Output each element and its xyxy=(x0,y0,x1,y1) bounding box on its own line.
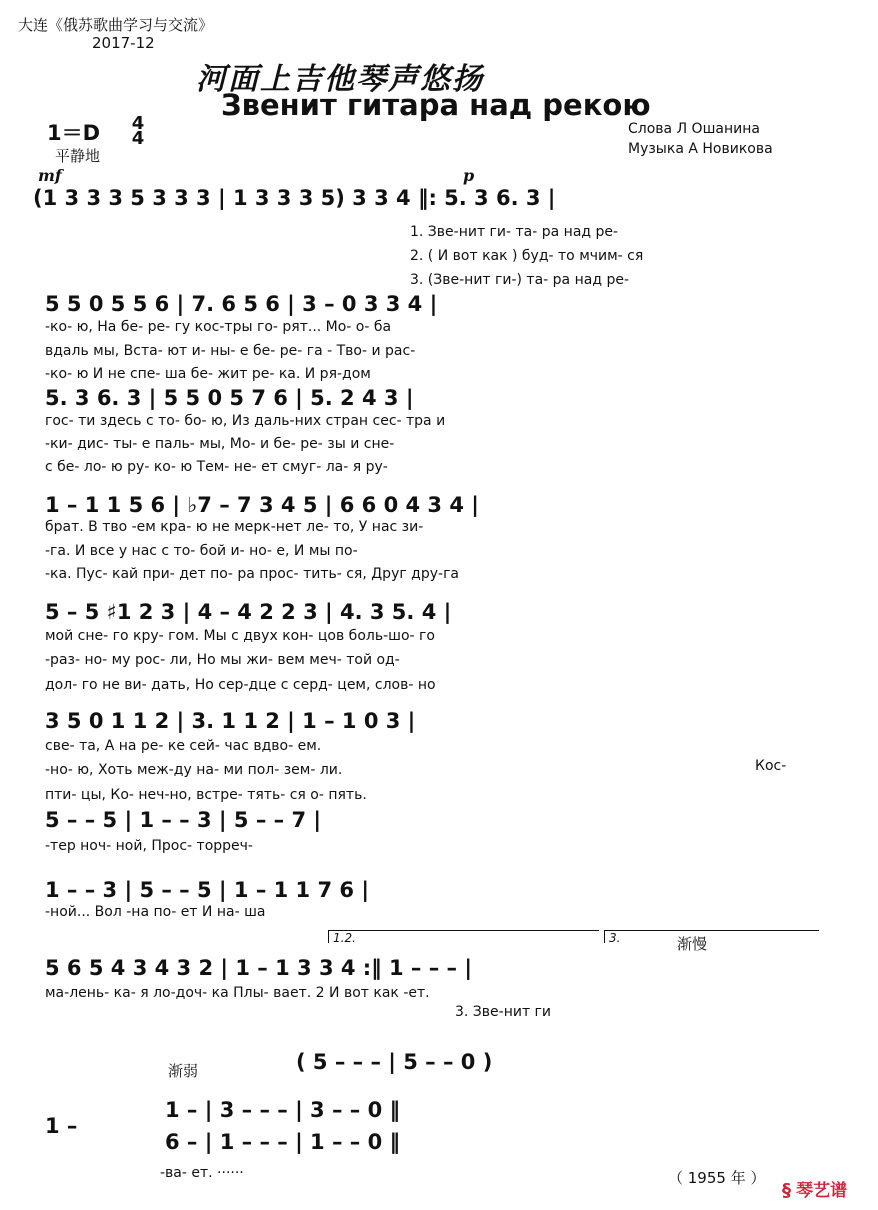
system-2-lyrics-verse-3: -ко- ю И не спе- ша бе- жит ре- ка. И ря-дом xyxy=(45,366,371,382)
volta-label-1-2: 1.2. xyxy=(333,931,356,945)
system-5-lyrics-verse-3: дол- го не ви- дать, Но сер-дце с серд- цем, слов- но xyxy=(45,677,436,693)
brand-name: 琴艺谱 xyxy=(796,1181,848,1201)
system-9-notes: 5 6 5 4 3 4 3 2 | 1 – 1 3 3 4 :‖ 1 – – – | xyxy=(45,956,473,980)
final-lower-notes: 6 – | 1 – – – | 1 – – 0 ‖ xyxy=(165,1130,401,1154)
system-1-lyrics-verse-1: 1. Зве-нит ги- та- ра над ре- xyxy=(410,224,619,240)
system-4-notes: 1 – 1 1 5 6 | ♭7 – 7 3 4 5 | 6 6 0 4 3 4 | xyxy=(45,493,479,517)
time-signature-top: 4 xyxy=(131,113,145,134)
system-8-lyrics: -ной... Вол -на по- ет И на- ша xyxy=(45,904,266,920)
final-lead-notes: 1 – xyxy=(45,1114,78,1138)
time-signature-bottom: 4 xyxy=(131,128,145,149)
uploader-text: 大连《俄苏歌曲学习与交流》 xyxy=(18,16,214,34)
system-1-lyrics-verse-3: 3. (Зве-нит ги-) та- ра над ре- xyxy=(410,272,630,288)
system-1-notes: (1 3 3 3 5 3 3 3 | 1 3 3 3 5) 3 3 4 ‖: 5. 3 6. 3 | xyxy=(33,186,556,210)
lyrics-credit: Слова Л Ошанина xyxy=(628,121,760,137)
system-2-notes: 5 5 0 5 5 6 | 7. 6 5 6 | 3 – 0 3 3 4 | xyxy=(45,292,438,316)
ritardando-marking: 渐慢 xyxy=(677,935,708,953)
volta-label-3: 3. xyxy=(609,931,621,945)
diminuendo-marking: 渐弱 xyxy=(168,1062,199,1080)
system-7-lyrics: -тер ноч- ной, Прос- торреч- xyxy=(45,838,253,854)
system-7-notes: 5 – – 5 | 1 – – 3 | 5 – – 7 | xyxy=(45,808,322,832)
dynamic-mf: mf xyxy=(38,166,62,185)
system-3-lyrics-verse-1: гос- ти здесь с то- бо- ю, Из даль-них стран сес- тра и xyxy=(45,413,446,429)
system-5-lyrics-verse-1: мой сне- го кру- гом. Мы с двух кон- цов боль-шо- го xyxy=(45,628,435,644)
final-lyrics: -ва- ет. ······ xyxy=(160,1165,244,1181)
brand-logo-icon: § xyxy=(782,1180,791,1201)
time-signature xyxy=(130,113,146,149)
composition-year: （ 1955 年 ） xyxy=(668,1169,766,1187)
system-5-lyrics-verse-2: -раз- но- му рос- ли, Но мы жи- вем меч- той од- xyxy=(45,652,400,668)
dynamic-p: p xyxy=(463,166,475,185)
volta-bracket-1-2 xyxy=(328,930,599,943)
system-6-notes: 3 5 0 1 1 2 | 3. 1 1 2 | 1 – 1 0 3 | xyxy=(45,709,416,733)
system-4-lyrics-verse-3: -ка. Пус- кай при- дет по- ра прос- тить- ся, Друг дру-га xyxy=(45,566,459,582)
system-3-lyrics-verse-3: с бе- ло- ю ру- ко- ю Тем- не- ет смуг- ла- я ру- xyxy=(45,459,388,475)
volta-bracket-3 xyxy=(604,930,819,943)
final-upper-notes: ( 5 – – – | 5 – – 0 ) xyxy=(296,1050,493,1074)
system-6-lyrics-verse-2: -но- ю, Хоть меж-ду на- ми пол- зем- ли. xyxy=(45,762,343,778)
music-credit: Музыка А Новикова xyxy=(628,141,773,157)
brand-logo xyxy=(782,1176,847,1201)
system-3-notes: 5. 3 6. 3 | 5 5 0 5 7 6 | 5. 2 4 3 | xyxy=(45,386,414,410)
system-9-lyrics: ма-лень- ка- я ло-доч- ка Плы- вает. 2 И вот как -ет. xyxy=(45,985,430,1001)
system-8-notes: 1 – – 3 | 5 – – 5 | 1 – 1 1 7 6 | xyxy=(45,878,369,902)
system-4-lyrics-verse-1: брат. В тво -ем кра- ю не мерк-нет ле- то, У нас зи- xyxy=(45,519,424,535)
system-3-lyrics-verse-2: -ки- дис- ты- е паль- мы, Мо- и бе- ре- зы и сне- xyxy=(45,436,395,452)
key-signature: 1＝D xyxy=(47,121,101,145)
final-middle-notes: 1 – | 3 – – – | 3 – – 0 ‖ xyxy=(165,1098,401,1122)
upload-date: 2017-12 xyxy=(92,34,155,52)
system-5-notes: 5 – 5 ♯1 2 3 | 4 – 4 2 2 3 | 4. 3 5. 4 | xyxy=(45,600,452,624)
system-2-lyrics-verse-2: вдаль мы, Вста- ют и- ны- е бе- ре- га - Тво- и рас- xyxy=(45,343,416,359)
system-9-lyrics-verse-3: 3. Зве-нит ги xyxy=(455,1004,552,1020)
system-6-lyrics-verse-3: пти- цы, Ко- неч-но, встре- тять- ся о- пять. xyxy=(45,787,367,803)
title-russian: Звенит гитара над рекою xyxy=(221,88,651,122)
system-2-lyrics-verse-1: -ко- ю, На бе- ре- гу кос-тры го- рят... Мо- о- ба xyxy=(45,319,392,335)
system-4-lyrics-verse-2: -га. И все у нас с то- бой и- но- е, И мы по- xyxy=(45,543,358,559)
system-6-side-lyric: Кос- xyxy=(755,758,787,774)
tempo-marking: 平静地 xyxy=(55,147,101,165)
title-chinese: 河面上吉他琴声悠扬 xyxy=(196,62,484,97)
system-1-lyrics-verse-2: 2. ( И вот как ) буд- то мчим- ся xyxy=(410,248,644,264)
system-6-lyrics-verse-1: све- та, А на ре- ке сей- час вдво- ем. xyxy=(45,738,322,754)
